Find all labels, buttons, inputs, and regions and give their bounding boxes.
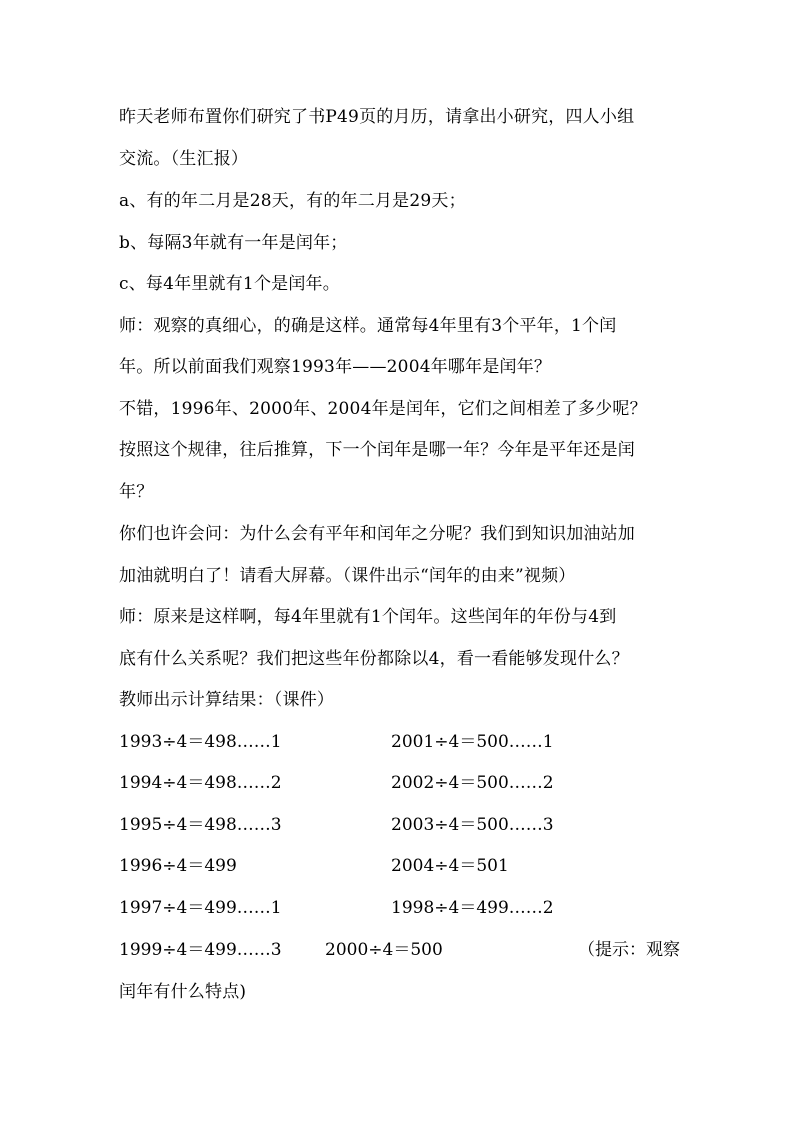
teacher-conclusion-line-2: 底有什么关系呢？我们把这些年份都除以4，看一看能够发现什么？ <box>119 649 629 669</box>
teacher-conclusion-line-1: 师：原来是这样啊，每4年里就有1个闰年。这些闰年的年份与4到 <box>119 607 617 627</box>
question-line-2: 按照这个规律，往后推算，下一个闰年是哪一年？今年是平年还是闰 <box>119 440 635 460</box>
calc-1994: 1994÷4＝498……2 <box>119 773 282 793</box>
paragraph-intro-line-1: 昨天老师布置你们研究了书P49页的月历，请拿出小研究，四人小组 <box>119 107 635 127</box>
point-a: a、有的年二月是28天，有的年二月是29天； <box>119 191 466 211</box>
paragraph-intro-line-2: 交流。（生汇报） <box>119 149 249 169</box>
calc-1996: 1996÷4＝499 <box>119 856 237 876</box>
calc-1997: 1997÷4＝499……1 <box>119 898 282 918</box>
explanation-line-2: 加油就明白了！请看大屏幕。（课件出示“闰年的由来”视频） <box>119 566 576 586</box>
calculation-intro: 教师出示计算结果：（课件） <box>119 690 335 710</box>
point-c: c、每4年里就有1个是闰年。 <box>119 274 340 294</box>
teacher-remark-line-2: 年。所以前面我们观察1993年——2004年哪年是闰年？ <box>119 357 552 377</box>
question-line-1: 不错，1996年、2000年、2004年是闰年，它们之间相差了多少呢？ <box>119 399 647 419</box>
explanation-line-1: 你们也许会问：为什么会有平年和闰年之分呢？我们到知识加油站加 <box>119 524 635 544</box>
question-line-3: 年？ <box>119 482 154 502</box>
calc-2002: 2002÷4＝500……2 <box>391 773 554 793</box>
calc-2000: 2000÷4＝500 <box>325 940 443 960</box>
teacher-remark-line-1: 师：观察的真细心，的确是这样。通常每4年里有3个平年，1个闰 <box>119 316 617 336</box>
hint-text: （提示：观察 <box>578 940 680 960</box>
point-b: b、每隔3年就有一年是闰年； <box>119 233 348 253</box>
calc-1999: 1999÷4＝499……3 <box>119 940 282 960</box>
calc-2003: 2003÷4＝500……3 <box>391 815 554 835</box>
hint-continued: 闰年有什么特点) <box>119 982 247 1002</box>
calc-2004: 2004÷4＝501 <box>391 856 509 876</box>
calc-1998: 1998÷4＝499……2 <box>391 898 554 918</box>
calc-1993: 1993÷4＝498……1 <box>119 732 282 752</box>
calc-2001: 2001÷4＝500……1 <box>391 732 554 752</box>
calc-1995: 1995÷4＝498……3 <box>119 815 282 835</box>
